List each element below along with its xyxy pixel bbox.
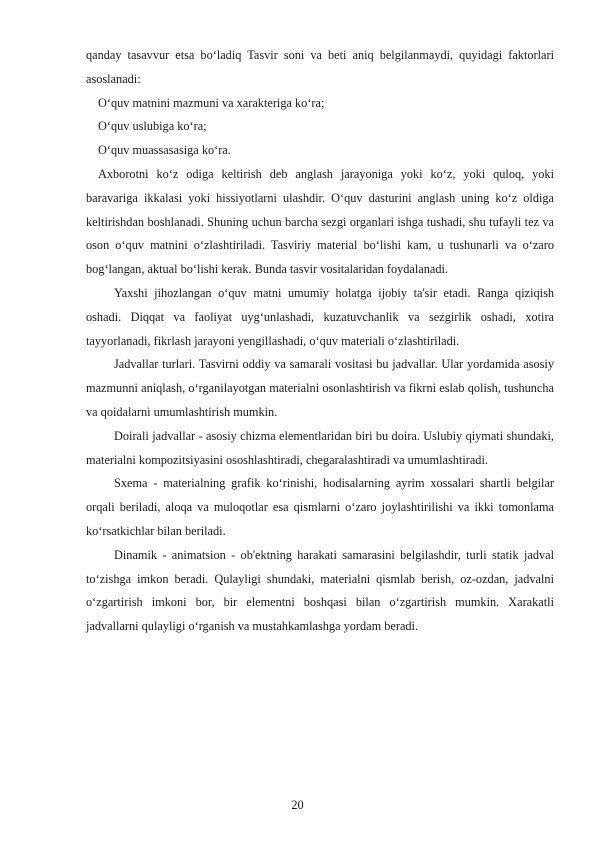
- page-number: 20: [291, 798, 304, 812]
- paragraph-well-equipped: Yaxshi jihozlangan o‘quv matni umumiy holatga ijobiy ta'sir etadi. Ranga qiziqish oshadi. Diqqat va faoliyat uyg‘unlashadi, kuzatuvchanlik va sezgirlik oshadi, xotira tayyorlanadi, fikrlash jarayoni yengillashadi, o‘quv materiali o‘zlashtiriladi.: [86, 285, 554, 348]
- paragraph-scheme: Sxema - materialning grafik ko‘rinishi, hodisalarning ayrim xossalari shartli belgilar orqali beriladi, aloqa va muloqotlar esa qismlarni o‘zaro joylashtirilishi va ikki tomonlama ko‘rsatkichlar bilan beriladi.: [86, 476, 554, 538]
- list-item-content: O‘quv matnini mazmuni va xarakteriga ko‘ra;: [98, 95, 325, 110]
- paragraph-table-types: Jadvallar turlari. Tasvirni oddiy va samarali vositasi bu jadvallar. Ular yordamida asosiy mazmunni aniqlash, o‘rganilayotgan materialni osonlashtirish va fikrni eslab qolish, tushuncha va qoidalarni umumlashtirish mumkin.: [86, 357, 554, 419]
- paragraph-dynamic: Dinamik - animatsion - ob'ektning harakati samarasini belgilashdir, turli statik jadval to‘zishga imkon beradi. Qulayligi shundaki, materialni qismlab berish, oz-ozdan, jadvalni o‘zgartirish imkoni bor, bir elementni boshqasi bilan o‘zgartirish mumkin. Xarakatli jadvallarni qulayligi o‘rganish va mustahkamlashga yordam beradi.: [86, 547, 554, 634]
- paragraph-information: Axborotni ko‘z odiga keltirish deb anglash jarayoniga yoki ko‘z, yoki quloq, yoki baravariga ikkalasi yoki hissiyotlarni ulashdir. O‘quv dasturini anglash uning ko‘z oldiga keltirishdan boshlanadi. Shuning uchun barcha sezgi organlari ishga tushadi, shu tufayli tez va oson o‘quv matnini o‘zlashtiriladi. Tasviriy material bo‘lishi kam, u tushunarli va o‘zaro bog‘langan, aktual bo‘lishi kerak. Bunda tasvir vositalaridan foydalanadi.: [86, 166, 554, 277]
- document-page: [86, 44, 554, 639]
- paragraph-circular-tables: Doirali jadvallar - asosiy chizma elementlaridan biri bu doira. Uslubiy qiymati shundaki, materialni kompozitsiyasini ososhlashtiradi, chegaralashtiradi va umumlashtiradi.: [86, 428, 554, 467]
- list-item-institution: O‘quv muassasasiga ko‘ra.: [98, 143, 231, 158]
- paragraph-intro: qanday tasavvur etsa bo‘ladiq Tasvir soni va beti aniq belgilanmaydi, quyidagi faktorlari asoslanadi:: [86, 48, 554, 86]
- list-item-style: O‘quv uslubiga ko‘ra;: [98, 119, 207, 134]
